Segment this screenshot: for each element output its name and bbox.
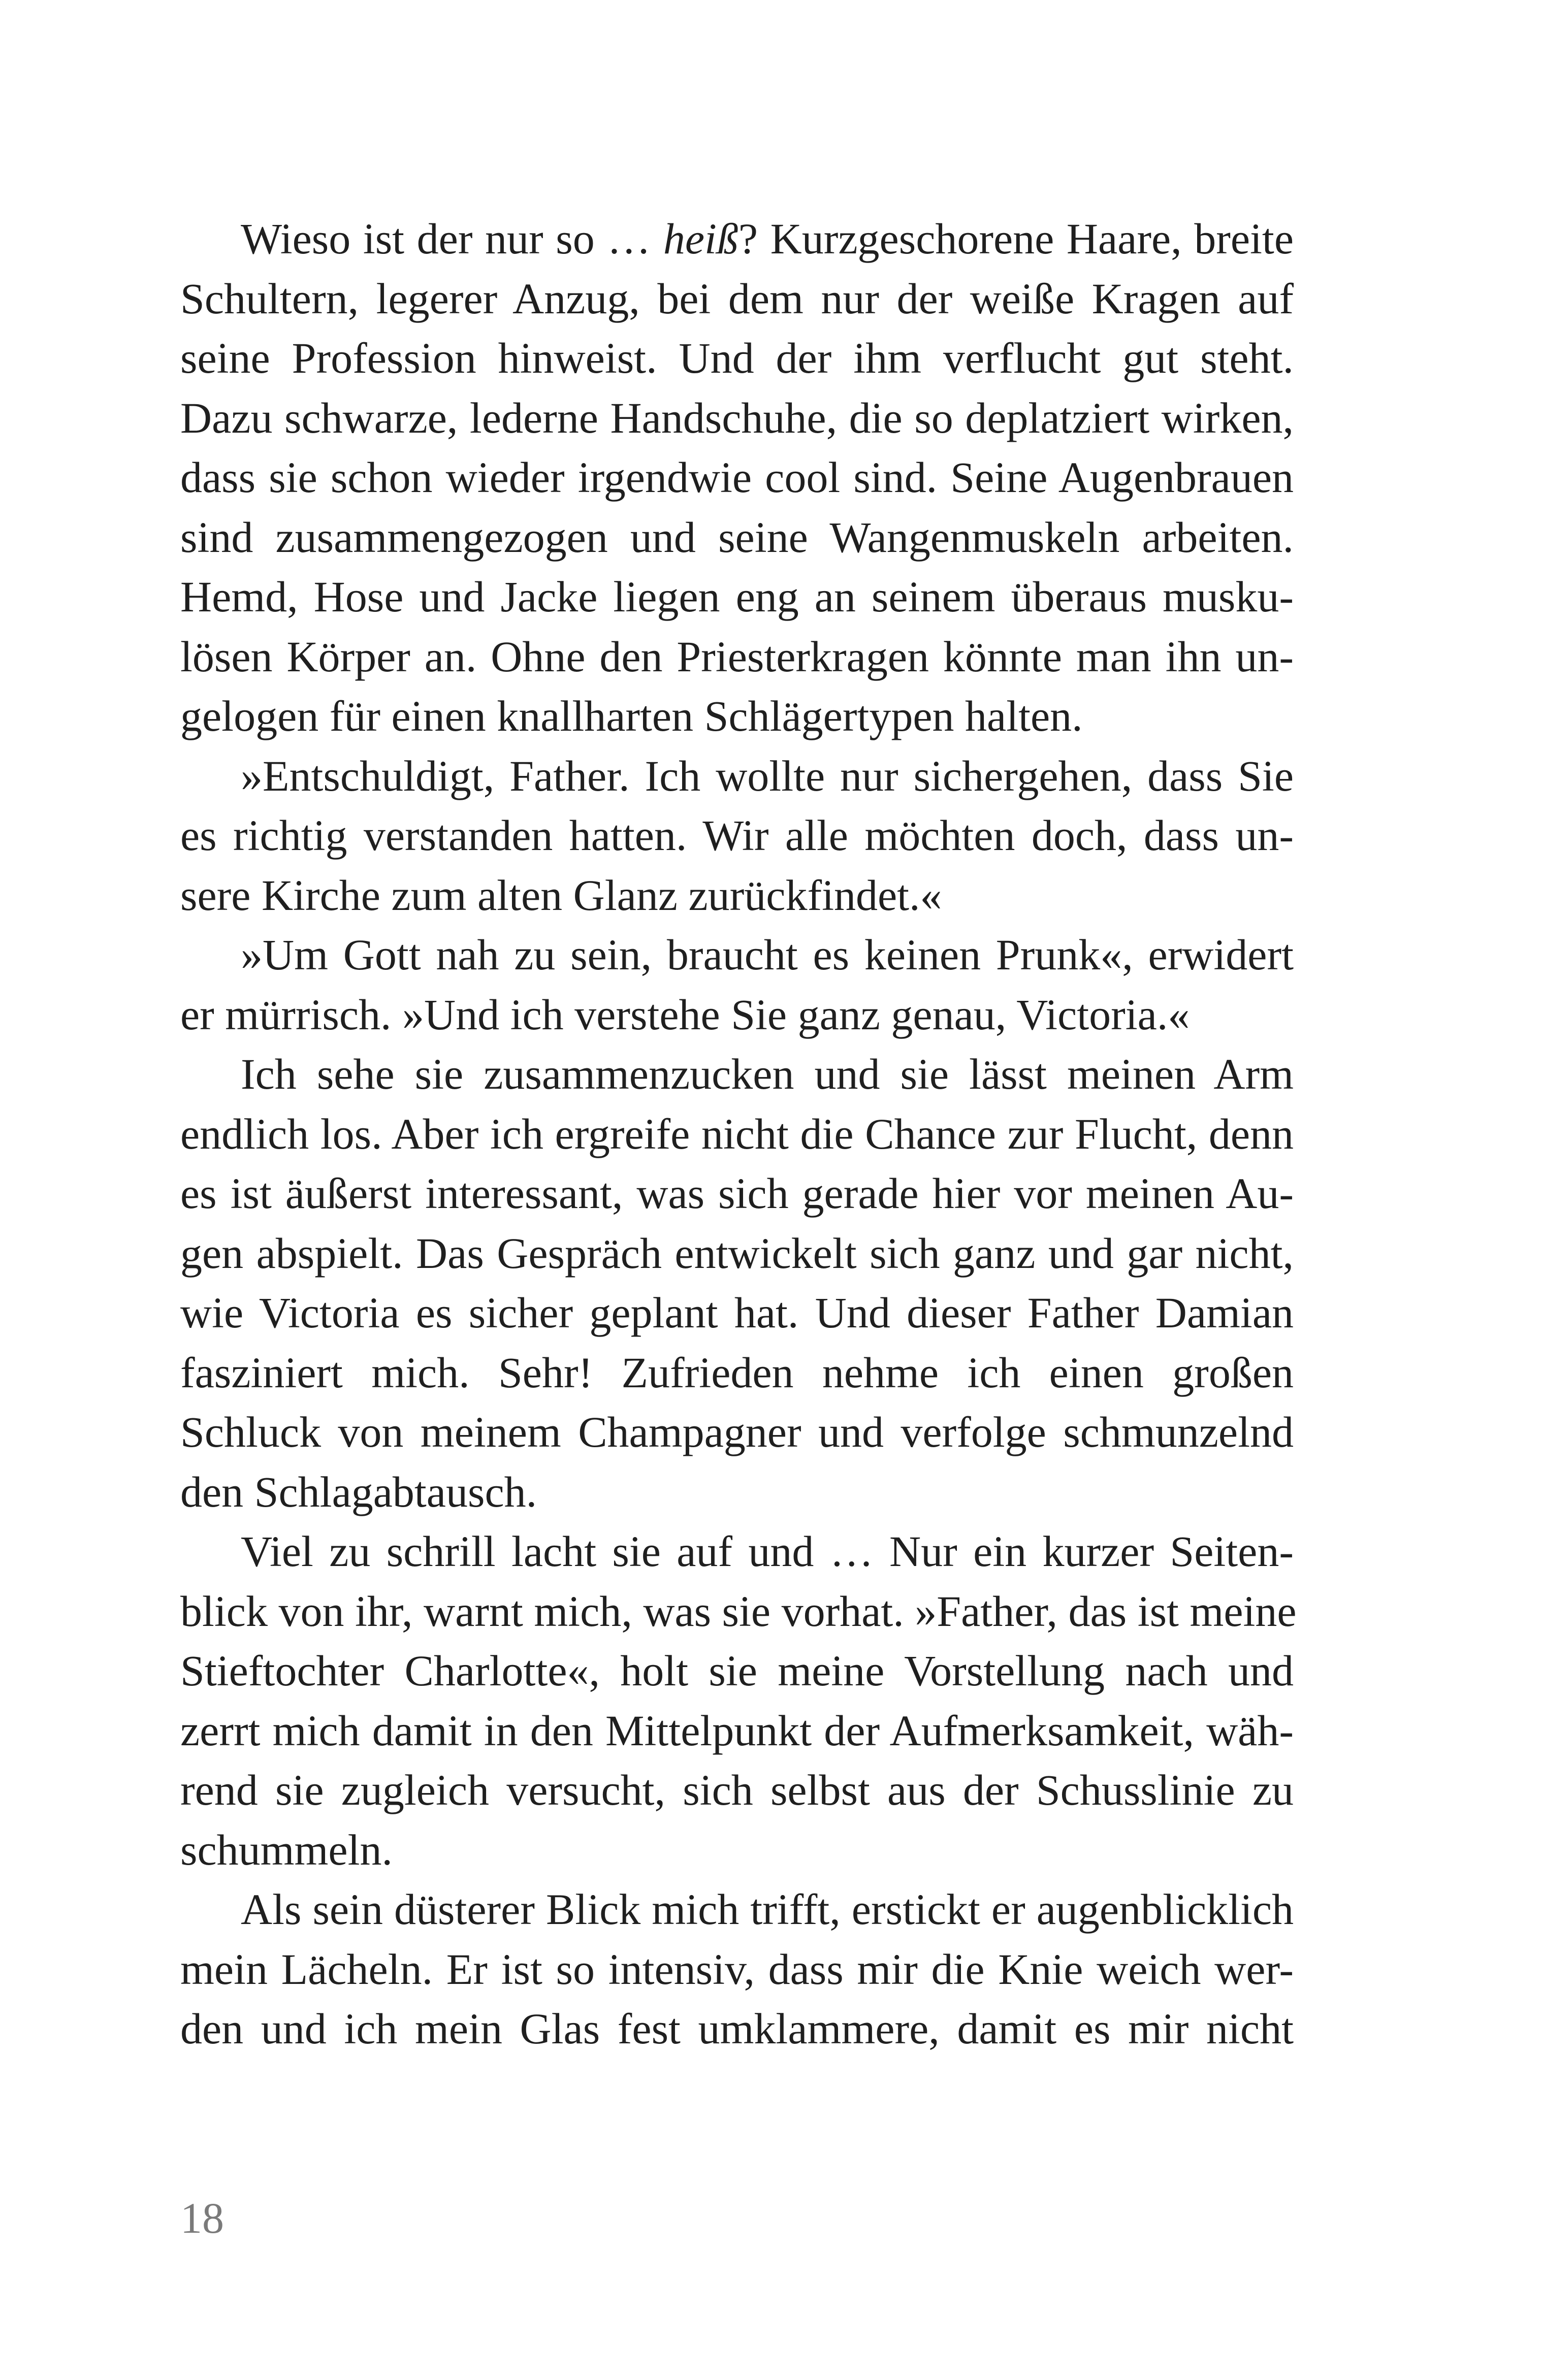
text-line: es richtig verstanden hatten. Wir alle möchten doch, dass un-: [180, 811, 1294, 860]
text-span: Wieso ist der nur so …: [241, 214, 663, 263]
text-line: Hemd, Hose und Jacke liegen eng an seinem überaus musku-: [180, 572, 1294, 621]
paragraph-5: [180, 1522, 1297, 1880]
text-line: wie Victoria es sicher geplant hat. Und dieser Father Damian: [180, 1288, 1294, 1337]
body-text: [180, 209, 1297, 2059]
emphasis-text: heiß: [663, 214, 738, 263]
text-line: Schluck von meinem Champagner und verfolge schmunzelnd: [180, 1408, 1294, 1456]
text-line: er mürrisch. »Und ich verstehe Sie ganz genau, Victoria.«: [180, 990, 1190, 1039]
text-line: es ist äußerst interessant, was sich gerade hier vor meinen Au-: [180, 1169, 1294, 1218]
text-line: fasziniert mich. Sehr! Zufrieden nehme ich einen großen: [180, 1348, 1294, 1397]
text-line: seine Profession hinweist. Und der ihm verflucht gut steht.: [180, 334, 1294, 382]
text-line: Als sein düsterer Blick mich trifft, erstickt er augenblicklich: [241, 1885, 1294, 1934]
text-line: [180, 209, 1294, 269]
text-line: rend sie zugleich versucht, sich selbst aus der Schusslinie zu: [180, 1766, 1294, 1814]
text-line: sere Kirche zum alten Glanz zurückfindet.«: [180, 870, 942, 920]
text-line: dass sie schon wieder irgendwie cool sind. Seine Augenbrauen: [180, 453, 1294, 502]
page-number: 18: [180, 2194, 224, 2242]
text-line: Schultern, legerer Anzug, bei dem nur der weiße Kragen auf: [180, 274, 1294, 323]
text-line: sind zusammengezogen und seine Wangenmuskeln arbeiten.: [180, 512, 1294, 562]
text-line: den und ich mein Glas fest umklammere, damit es mir nicht: [180, 2004, 1294, 2053]
text-line: »Entschuldigt, Father. Ich wollte nur sichergehen, dass Sie: [241, 751, 1294, 800]
paragraph-1: [180, 209, 1294, 746]
text-line: Dazu schwarze, lederne Handschuhe, die so deplatziert wirken,: [180, 393, 1294, 442]
paragraph-6: [180, 1880, 1294, 2059]
text-line: Ich sehe sie zusammenzucken und sie lässt meinen Arm: [241, 1050, 1294, 1098]
paragraph-4: [180, 1045, 1294, 1522]
text-line: gen abspielt. Das Gespräch entwickelt sich ganz und gar nicht,: [180, 1228, 1294, 1278]
paragraph-3: [180, 925, 1294, 1045]
text-line: gelogen für einen knallharten Schlägertypen halten.: [180, 692, 1083, 740]
text-span: ? Kurzgeschorene Haare, breite: [738, 214, 1294, 263]
text-line: schummeln.: [180, 1825, 393, 1874]
text-line: den Schlagabtausch.: [180, 1467, 537, 1516]
text-line: blick von ihr, warnt mich, was sie vorhat. »Father, das ist meine: [180, 1586, 1297, 1636]
text-line: Viel zu schrill lacht sie auf und … Nur ein kurzer Seiten-: [241, 1527, 1294, 1576]
text-line: »Um Gott nah zu sein, braucht es keinen Prunk«, erwidert: [241, 930, 1294, 979]
paragraph-2: [180, 746, 1294, 926]
text-line: endlich los. Aber ich ergreife nicht die Chance zur Flucht, denn: [180, 1109, 1294, 1158]
text-line: lösen Körper an. Ohne den Priesterkragen könnte man ihn un-: [180, 632, 1294, 681]
text-line: mein Lächeln. Er ist so intensiv, dass mir die Knie weich wer-: [180, 1944, 1294, 1994]
text-line: Stieftochter Charlotte«, holt sie meine Vorstellung nach und: [180, 1646, 1294, 1695]
text-line: zerrt mich damit in den Mittelpunkt der Aufmerksamkeit, wäh-: [180, 1706, 1294, 1755]
